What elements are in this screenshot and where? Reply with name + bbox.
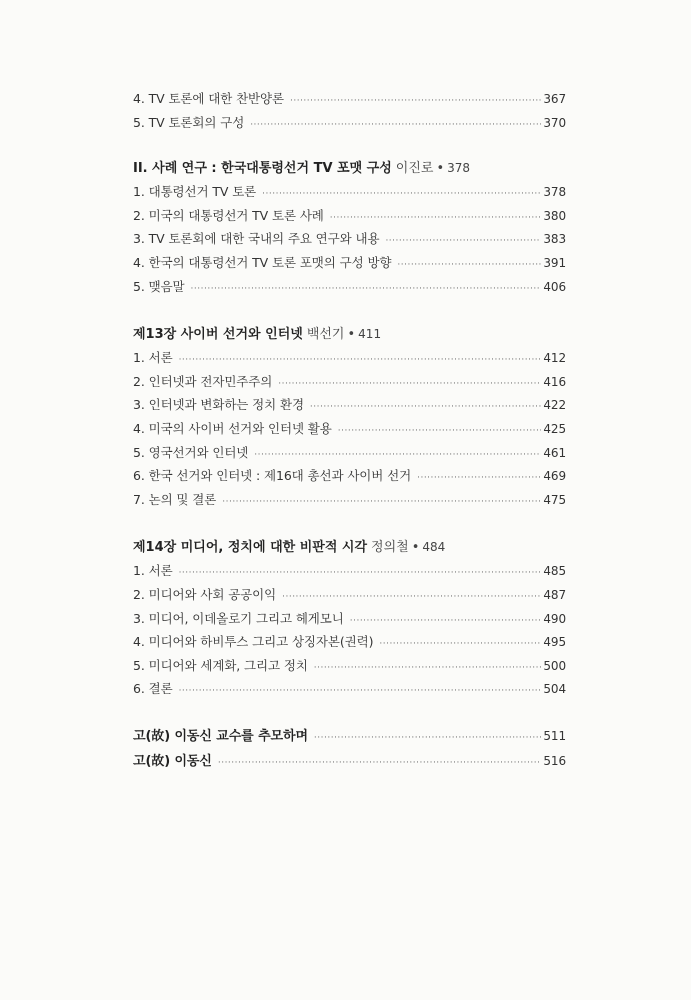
entry-title: 7. 논의 및 결론	[133, 491, 217, 507]
entry-page: 425	[543, 421, 566, 436]
entry-title: 고(故) 이동신 교수를 추모하며	[133, 728, 308, 744]
entry-page: 516	[543, 753, 566, 768]
entry-page: 511	[543, 728, 566, 743]
toc-entry[interactable]	[133, 182, 566, 206]
entry-page: 490	[543, 611, 566, 626]
dot-leader	[218, 758, 542, 768]
dot-leader	[417, 473, 541, 483]
entry-page: 475	[543, 492, 566, 507]
dot-leader	[330, 213, 542, 223]
entry-page: 485	[543, 564, 566, 579]
entry-page: 380	[543, 208, 566, 223]
section-heading[interactable]	[133, 533, 566, 561]
entry-title: 2. 미국의 대통령선거 TV 토론 사례	[133, 207, 324, 223]
toc-entry[interactable]	[133, 656, 566, 680]
entry-page: 469	[543, 469, 566, 484]
dot-leader	[179, 355, 542, 365]
toc-section-chapter-13	[133, 320, 566, 513]
toc-entry[interactable]	[133, 419, 566, 443]
toc-entry[interactable]	[133, 561, 566, 585]
heading-page: 484	[422, 540, 446, 555]
heading-title: II. 사례 연구 : 한국대통령선거 TV 포맷 구성	[133, 161, 392, 177]
heading-page: 411	[358, 327, 382, 342]
dot-leader	[278, 379, 541, 389]
dot-leader	[290, 96, 541, 106]
toc-entry[interactable]	[133, 206, 566, 230]
toc-entry[interactable]	[133, 585, 566, 609]
dot-leader	[262, 189, 541, 199]
dot-leader	[254, 450, 541, 460]
section-heading[interactable]	[133, 154, 566, 182]
entry-page: 383	[543, 232, 566, 247]
entry-title: 6. 한국 선거와 인터넷 : 제16대 총선과 사이버 선거	[133, 468, 412, 484]
entry-title: 6. 결론	[133, 681, 173, 697]
entry-title: 5. 영국선거와 인터넷	[133, 444, 249, 460]
section-heading[interactable]	[133, 320, 566, 348]
intro-entries	[133, 89, 566, 136]
dot-leader	[338, 426, 542, 436]
dot-leader	[191, 284, 542, 294]
entry-title: 3. TV 토론회에 대한 국내의 주요 연구와 내용	[133, 231, 380, 247]
entry-title: 4. 한국의 대통령선거 TV 토론 포맷의 구성 방향	[133, 254, 392, 270]
entry-page: 406	[543, 279, 566, 294]
toc-entry[interactable]	[133, 253, 566, 277]
toc-section-case-study	[133, 154, 566, 300]
dot-leader	[179, 686, 542, 696]
table-of-contents	[133, 89, 566, 775]
dot-leader	[179, 568, 542, 578]
entry-page: 495	[543, 635, 566, 650]
toc-entry[interactable]	[133, 229, 566, 253]
heading-author: 백선기	[306, 327, 345, 343]
entry-title: 3. 인터넷과 변화하는 정치 환경	[133, 397, 304, 413]
heading-author: 정의철	[371, 540, 409, 556]
entry-title: 5. 맺음말	[133, 278, 185, 294]
entry-page: 378	[543, 185, 566, 200]
entry-page: 461	[543, 445, 566, 460]
entry-title: 5. 미디어와 세계화, 그리고 정치	[133, 657, 308, 673]
entry-page: 391	[543, 255, 566, 270]
entry-page: 422	[543, 398, 566, 413]
heading-author: 이진로	[395, 161, 434, 177]
heading-bullet: •	[436, 161, 445, 177]
entry-title: 4. 미디어와 하비투스 그리고 상징자본(권력)	[133, 634, 374, 650]
heading-bullet: •	[411, 540, 420, 556]
dot-leader	[397, 260, 541, 270]
dot-leader	[350, 616, 542, 626]
dot-leader	[379, 639, 541, 649]
dot-leader	[385, 236, 541, 246]
dot-leader	[310, 402, 541, 412]
heading-bullet: •	[347, 327, 356, 343]
entry-title: 1. 서론	[133, 350, 173, 366]
heading-page: 378	[447, 161, 471, 176]
entry-title: 고(故) 이동신	[133, 753, 212, 769]
entry-title: 1. 서론	[133, 563, 173, 579]
entry-page: 370	[543, 115, 566, 130]
entry-page: 367	[543, 92, 566, 106]
toc-entry[interactable]	[133, 113, 566, 137]
entry-page: 500	[543, 658, 566, 673]
heading-title: 제14장 미디어, 정치에 대한 비판적 시각	[133, 540, 368, 556]
entry-page: 504	[543, 682, 566, 697]
dot-leader	[314, 663, 542, 673]
entry-title: 5. TV 토론회의 구성	[133, 114, 245, 130]
entry-page: 412	[543, 351, 566, 366]
entry-title: 2. 미디어와 사회 공공이익	[133, 586, 277, 602]
dot-leader	[250, 120, 541, 130]
toc-entry[interactable]	[133, 750, 566, 775]
entry-title: 4. TV 토론에 대한 찬반양론	[133, 91, 284, 106]
toc-entry[interactable]	[133, 725, 566, 750]
toc-entry[interactable]	[133, 490, 566, 514]
toc-entry[interactable]	[133, 89, 566, 113]
entry-title: 4. 미국의 사이버 선거와 인터넷 활용	[133, 420, 332, 436]
toc-entry[interactable]	[133, 348, 566, 372]
toc-entry[interactable]	[133, 277, 566, 301]
dot-leader	[222, 497, 541, 507]
dot-leader	[282, 592, 541, 602]
entry-page: 487	[543, 587, 566, 602]
entry-title: 2. 인터넷과 전자민주주의	[133, 373, 273, 389]
toc-entry[interactable]	[133, 372, 566, 396]
dot-leader	[314, 733, 541, 743]
toc-entry[interactable]	[133, 443, 566, 467]
entry-page: 416	[543, 374, 566, 389]
toc-entry[interactable]	[133, 679, 566, 703]
toc-entry[interactable]	[133, 395, 566, 419]
entry-title: 3. 미디어, 이데올로기 그리고 헤게모니	[133, 610, 344, 626]
toc-entry[interactable]	[133, 632, 566, 656]
entry-title: 1. 대통령선거 TV 토론	[133, 184, 257, 200]
heading-title: 제13장 사이버 선거와 인터넷	[133, 327, 303, 343]
toc-entry[interactable]	[133, 466, 566, 490]
toc-section-memorial	[133, 725, 566, 775]
toc-section-chapter-14	[133, 533, 566, 703]
toc-entry[interactable]	[133, 609, 566, 633]
